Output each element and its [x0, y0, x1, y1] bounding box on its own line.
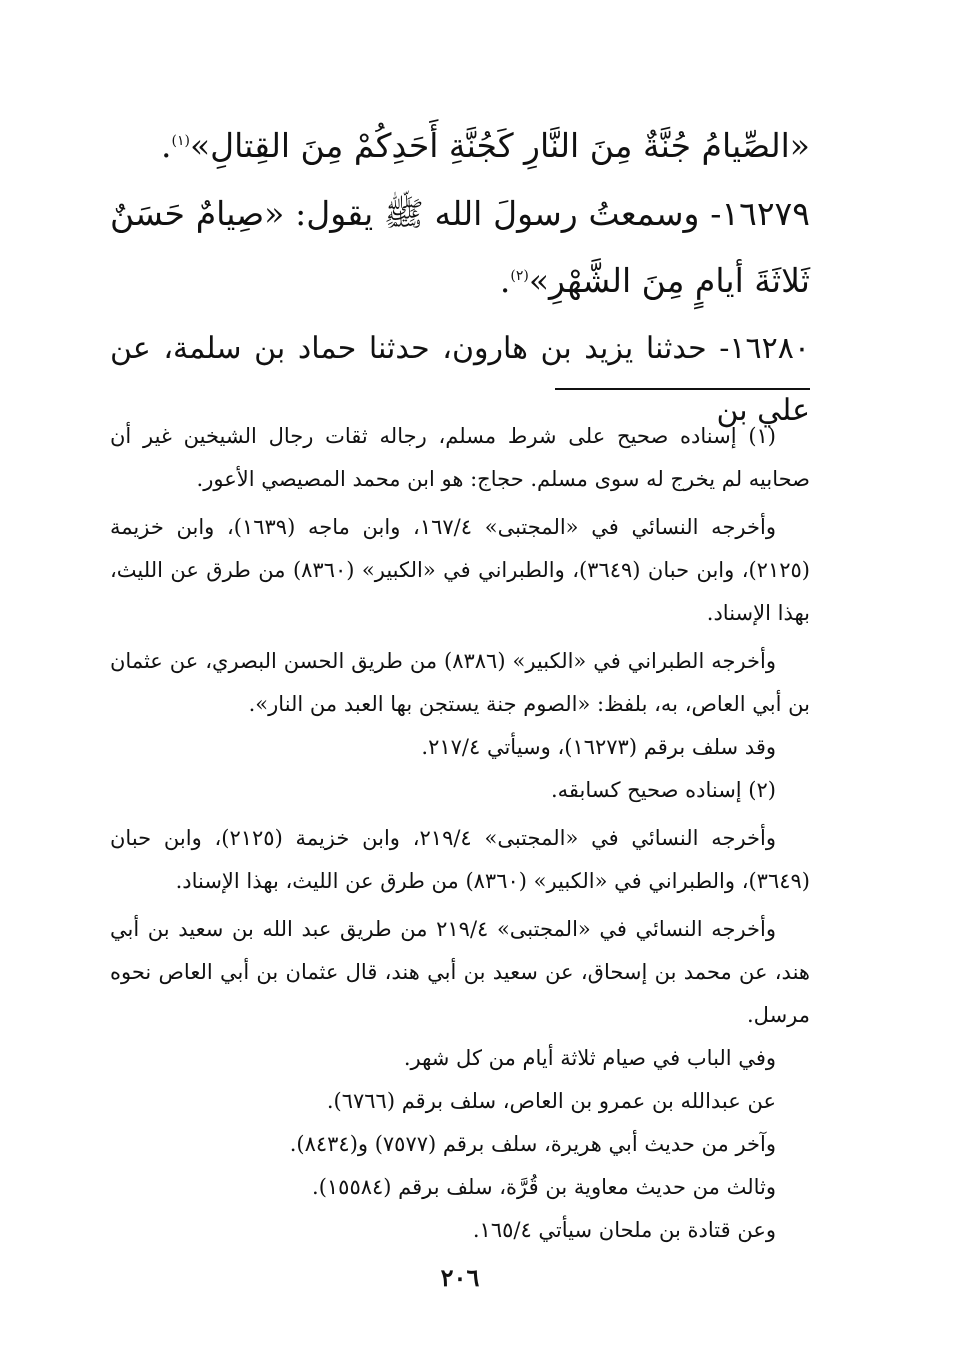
hadith-text	[110, 110, 810, 177]
footnote-paragraph: (١) إسناده صحيح على شرط مسلم، رجاله ثقات رجال الشيخين غير أن صحابيه لم يخرج له سوى مسلم. حجاج: هو ابن محمد المصيصي الأعور.	[110, 424, 810, 491]
page-number: ٢٠٦	[440, 1263, 480, 1292]
footnote-paragraph: وآخر من حديث أبي هريرة، سلف برقم (٧٥٧٧) و(٨٤٣٤).	[289, 1132, 776, 1156]
footnote-ref: (١)	[171, 133, 190, 149]
footnote-paragraph: وقد سلف برقم (١٦٢٧٣)، وسيأتي ٢١٧/٤.	[421, 735, 776, 759]
hadith-text	[110, 183, 810, 312]
footnotes	[110, 415, 810, 1252]
punctuation: .	[499, 261, 511, 300]
main-text	[110, 110, 810, 442]
footnote-paragraph: عن عبدالله بن عمرو بن العاص، سلف برقم (٦٧٦٦).	[326, 1089, 776, 1113]
footnote-paragraph: وأخرجه النسائي في «المجتبى» ٢١٩/٤، وابن خزيمة (٢١٢٥)، وابن حبان (٣٦٤٩)، والطبراني في «الكبير» (٨٣٦٠) من طرق عن الليث، بهذا الإسناد.	[110, 826, 810, 893]
book-page	[110, 110, 810, 1310]
footnote-paragraph: (٢) إسناده صحيح كسابقه.	[550, 778, 776, 802]
footnote-separator	[555, 388, 810, 390]
footnote-paragraph: وأخرجه الطبراني في «الكبير» (٨٣٨٦) من طريق الحسن البصري، عن عثمان بن أبي العاص، به، بلفظ: «الصوم جنة يستجن بها العبد من النار».	[110, 649, 810, 716]
footnote-paragraph: وأخرجه النسائي في «المجتبى» ٢١٩/٤ من طريق عبد الله بن سعيد بن أبي هند، عن محمد بن إسحاق، عن سعيد بن أبي هند، قال عثمان بن أبي العاص نحوه مرسل.	[110, 917, 810, 1027]
footnote-ref: (٢)	[510, 268, 529, 284]
hadith-text-line: ١٦٢٧٩- وسمعتُ رسولَ الله ﷺ يقول: «صِيامٌ حَسَنٌ ثَلاثَةَ أيامٍ مِنَ الشَّهْرِ»	[110, 194, 810, 300]
hadith-text-line: «الصِّيامُ جُنَّةٌ مِنَ النَّارِ كَجُنَّةِ أَحَدِكُمْ مِنَ القِتالِ»	[189, 126, 810, 165]
hadith-text: ١٦٢٨٠- حدثنا يزيد بن هارون، حدثنا حماد بن سلمة، عن علي بن	[110, 331, 810, 428]
footnote-paragraph: وثالث من حديث معاوية بن قُرَّة، سلف برقم (١٥٥٨٤).	[312, 1175, 776, 1199]
punctuation: .	[160, 126, 172, 165]
footnote-paragraph: وأخرجه النسائي في «المجتبى» ١٦٧/٤، وابن ماجه (١٦٣٩)، وابن خزيمة (٢١٢٥)، وابن حبان (٣٦٤٩)، والطبراني في «الكبير» (٨٣٦٠) من طرق عن الليث، بهذا الإسناد.	[110, 515, 810, 625]
footnote-paragraph: وفي الباب في صيام ثلاثة أيام من كل شهر.	[403, 1046, 776, 1070]
footnote-paragraph: وعن قتادة بن ملحان سيأتي ١٦٥/٤.	[472, 1218, 776, 1242]
